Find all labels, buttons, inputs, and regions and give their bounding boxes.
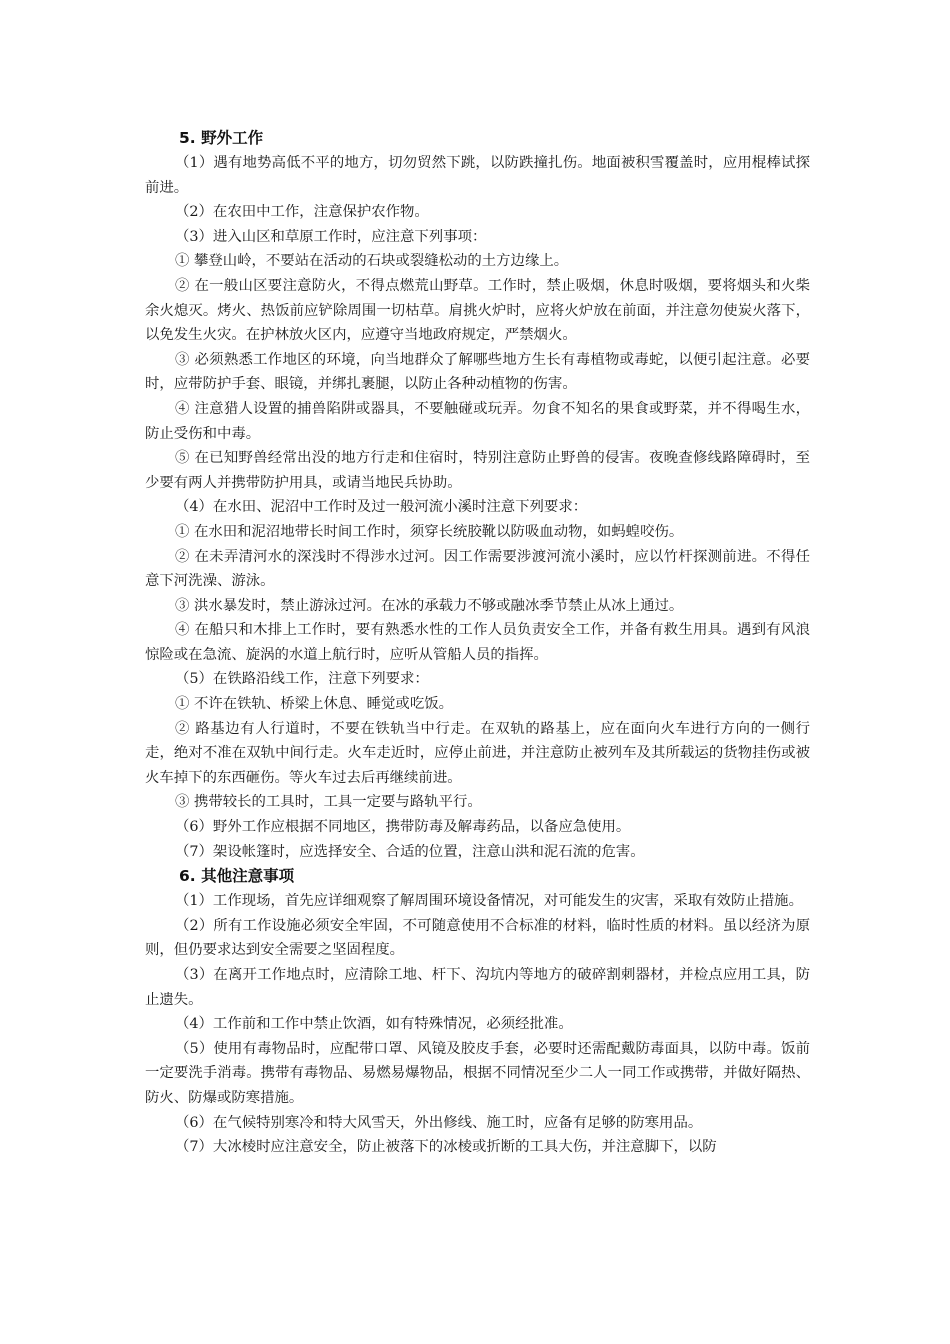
paragraph: ③ 携带较长的工具时，工具一定要与路轨平行。 xyxy=(175,794,482,811)
paragraph: （2）所有工作设施必须安全牢固，不可随意使用不合标准的材料，临时性质的材料。虽以经济为原则，但仍要求达到安全需要之坚固程度。 xyxy=(145,917,810,959)
paragraph: ② 在未弄清河水的深浅时不得涉水过河。因工作需要涉渡河流小溪时，应以竹杆探测前进。不得任意下河洗澡、游泳。 xyxy=(145,548,810,590)
document-page xyxy=(145,126,810,1160)
paragraph: ② 在一般山区要注意防火，不得点燃荒山野草。工作时，禁止吸烟，休息时吸烟，要将烟头和火柴余火熄灭。烤火、热饭前应铲除周围一切枯草。肩挑火炉时，应将火炉放在前面，并注意勿使炭火落下，以免发生火灾。在护林放火区内，应遵守当地政府规定，严禁烟火。 xyxy=(145,277,810,344)
paragraph: （6）野外工作应根据不同地区，携带防毒及解毒药品，以备应急使用。 xyxy=(175,819,631,836)
paragraph: ③ 洪水暴发时，禁止游泳过河。在冰的承载力不够或融冰季节禁止从冰上通过。 xyxy=(175,597,684,614)
paragraph: ③ 必须熟悉工作地区的环境，向当地群众了解哪些地方生长有毒植物或毒蛇，以便引起注意。必要时，应带防护手套、眼镜，并绑扎裹腿，以防止各种动植物的伤害。 xyxy=(145,351,810,393)
paragraph: （4）在水田、泥沼中工作时及过一般河流小溪时注意下列要求： xyxy=(175,499,588,516)
paragraph: （1）工作现场，首先应详细观察了解周围环境设备情况，对可能发生的灾害，采取有效防止措施。 xyxy=(175,893,803,910)
paragraph: （6）在气候特别寒冷和特大风雪天，外出修线、施工时，应备有足够的防寒用品。 xyxy=(175,1114,703,1131)
section-heading: 5. 野外工作 xyxy=(179,129,264,147)
paragraph: （7）架设帐篷时，应选择安全、合适的位置，注意山洪和泥石流的危害。 xyxy=(175,843,645,860)
section-field-work xyxy=(145,126,810,864)
paragraph: （2）在农田中工作，注意保护农作物。 xyxy=(175,204,429,221)
paragraph: ⑤ 在已知野兽经常出没的地方行走和住宿时，特别注意防止野兽的侵害。夜晚查修线路障碍时，至少要有两人并携带防护用具，或请当地民兵协助。 xyxy=(145,450,810,491)
paragraph: ① 不许在铁轨、桥梁上休息、睡觉或吃饭。 xyxy=(175,696,453,713)
section-other-notes xyxy=(145,864,810,1160)
paragraph: ① 攀登山岭，不要站在活动的石块或裂缝松动的土方边缘上。 xyxy=(175,253,569,270)
paragraph: ② 路基边有人行道时，不要在铁轨当中行走。在双轨的路基上，应在面向火车进行方向的一侧行走，绝对不准在双轨中间行走。火车走近时，应停止前进，并注意防止被列车及其所载运的货物挂伤或被火车掉下的东西砸伤。等火车过去后再继续前进。 xyxy=(145,720,810,786)
paragraph: （1）遇有地势高低不平的地方，切勿贸然下跳，以防跌撞扎伤。地面被积雪覆盖时，应用棍棒试探前进。 xyxy=(145,155,810,196)
section-heading: 6. 其他注意事项 xyxy=(179,867,295,886)
paragraph: （3）进入山区和草原工作时，应注意下列事项： xyxy=(175,228,487,245)
paragraph: （5）使用有毒物品时，应配带口罩、风镜及胶皮手套，必要时还需配戴防毒面具，以防中毒。饭前一定要洗手消毒。携带有毒物品、易燃易爆物品，根据不同情况至少二人一同工作或携带，并做好隔热、防火、防爆或防寒措施。 xyxy=(145,1040,810,1106)
paragraph: ④ 在船只和木排上工作时，要有熟悉水性的工作人员负责安全工作，并备有救生用具。遇到有风浪惊险或在急流、旋涡的水道上航行时，应听从管船人员的指挥。 xyxy=(145,622,810,663)
paragraph: （5）在铁路沿线工作，注意下列要求： xyxy=(175,671,429,688)
paragraph: （3）在离开工作地点时，应清除工地、杆下、沟坑内等地方的破碎割刺器材，并检点应用工具，防止遗失。 xyxy=(145,967,810,1008)
paragraph: ④ 注意猎人设置的捕兽陷阱或器具，不要触碰或玩弄。勿食不知名的果食或野菜，并不得喝生水，防止受伤和中毒。 xyxy=(145,400,810,442)
paragraph: ① 在水田和泥沼地带长时间工作时，须穿长统胶靴以防吸血动物，如蚂蝗咬伤。 xyxy=(175,523,684,540)
paragraph: （7）大冰棱时应注意安全，防止被落下的冰棱或折断的工具大伤，并注意脚下，以防 xyxy=(175,1139,717,1156)
paragraph: （4）工作前和工作中禁止饮酒，如有特殊情况，必须经批准。 xyxy=(175,1016,573,1033)
